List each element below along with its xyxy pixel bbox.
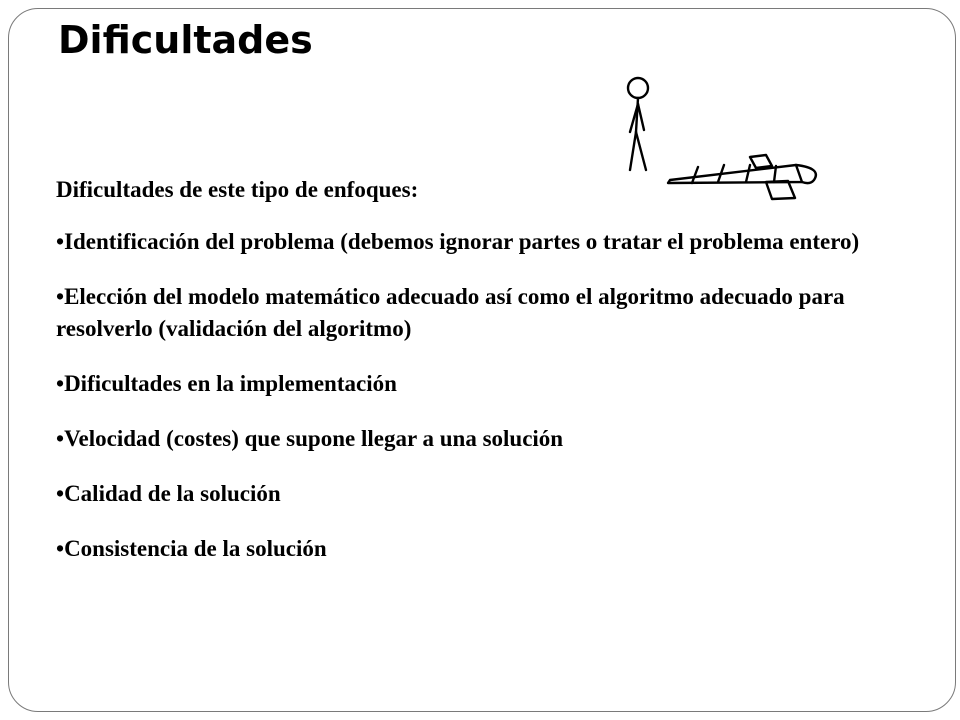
bullet-item — [56, 478, 886, 510]
bullet-marker: • — [56, 426, 65, 451]
bullet-item — [56, 226, 886, 258]
bullet-item — [56, 423, 886, 455]
bullet-item — [56, 533, 886, 565]
slide-content — [56, 174, 886, 588]
bullet-marker: • — [56, 481, 65, 506]
bullet-text: Identificación del problema (debemos ignorar partes o tratar el problema entero) — [64, 229, 860, 254]
bullet-text: Elección del modelo matemático adecuado así como el algoritmo adecuado para resolverlo (validación del algoritmo) — [56, 284, 845, 341]
bullet-marker: • — [56, 284, 65, 309]
bullet-item — [56, 368, 886, 400]
intro-text: Dificultades de este tipo de enfoques: — [56, 177, 419, 202]
bullet-text: Velocidad (costes) que supone llegar a una solución — [64, 426, 564, 451]
bullet-text: Consistencia de la solución — [64, 536, 327, 561]
slide-title: Dificultades — [58, 18, 313, 62]
bullet-marker: • — [56, 229, 65, 254]
bullet-item — [56, 281, 886, 345]
bullet-marker: • — [56, 536, 65, 561]
bullet-text: Calidad de la solución — [64, 481, 281, 506]
bullet-marker: • — [56, 371, 65, 396]
bullet-text: Dificultades en la implementación — [64, 371, 397, 396]
